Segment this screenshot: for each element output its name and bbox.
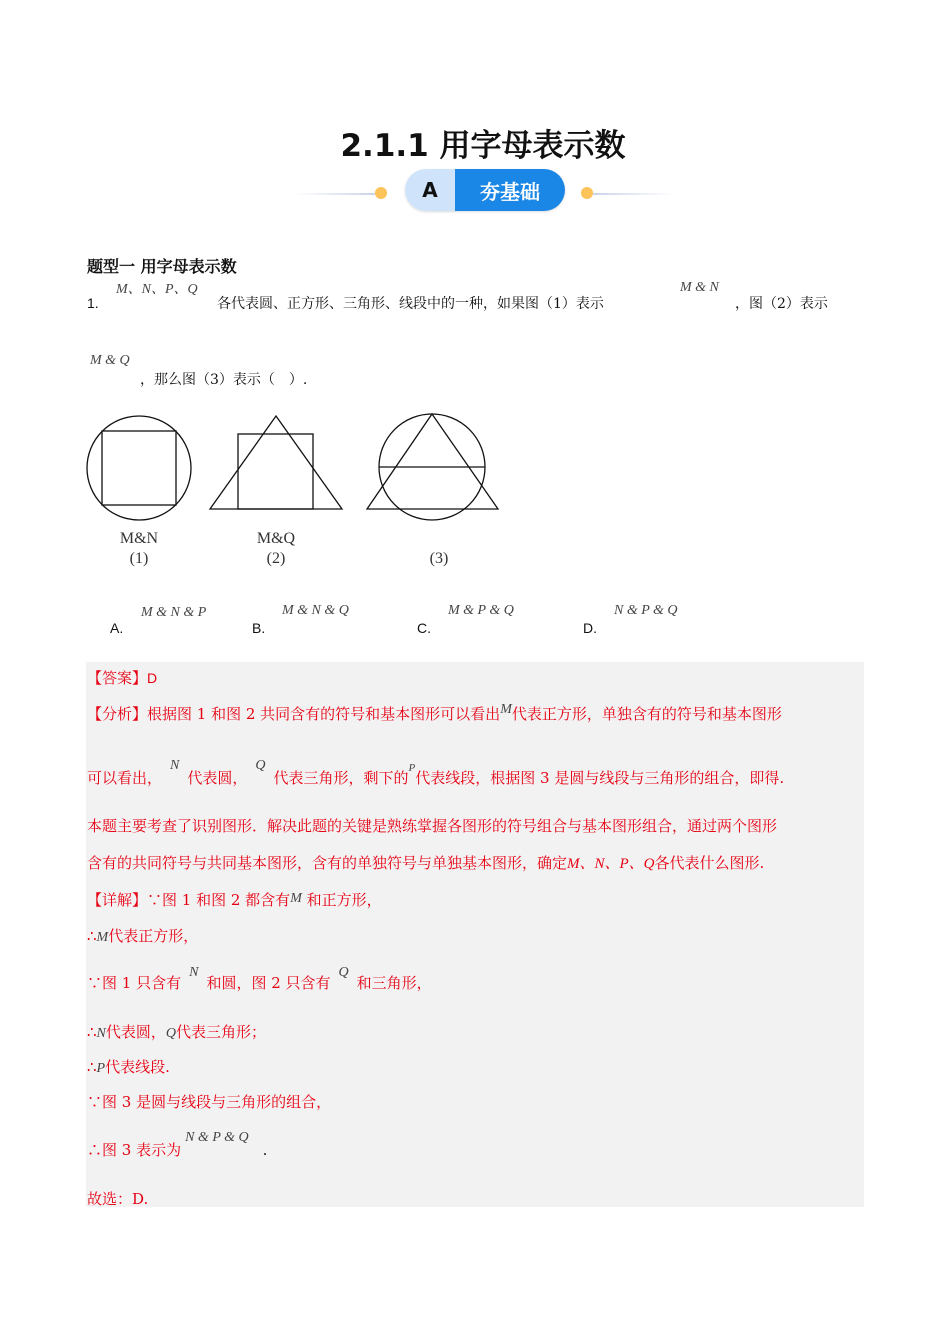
option-a-expr[interactable]: M & N & P bbox=[141, 605, 207, 620]
detail-text: 代表三角形； bbox=[176, 1023, 267, 1041]
divider-left bbox=[295, 193, 375, 195]
option-c-key[interactable]: C. bbox=[417, 620, 431, 636]
period: . bbox=[262, 1141, 268, 1159]
question-text-3: ，那么图（3）表示（ ）. bbox=[140, 372, 308, 388]
detail-text: 代表正方形， bbox=[108, 927, 199, 945]
level-badge bbox=[405, 169, 565, 211]
figure-1 bbox=[87, 416, 191, 520]
detail-text: 和正方形， bbox=[306, 891, 382, 909]
analysis-line-2 bbox=[87, 758, 785, 788]
therefore-symbol: ∴ bbox=[87, 1023, 97, 1041]
answer-line bbox=[87, 667, 157, 688]
dot-left bbox=[375, 187, 387, 199]
var-q: Q bbox=[255, 758, 266, 773]
var-m: M bbox=[290, 891, 302, 906]
option-d-expr[interactable]: N & P & Q bbox=[614, 603, 678, 618]
detail-line-6: ∵图 3 是圆与线段与三角形的组合， bbox=[87, 1093, 332, 1111]
analysis-line-1 bbox=[87, 703, 782, 724]
var-m: M bbox=[500, 702, 512, 717]
var-n: N bbox=[96, 1026, 106, 1041]
analysis-text: 含有的共同符号与共同基本图形，含有的单独符号与单独基本图形，确定 bbox=[87, 854, 568, 872]
figure-2 bbox=[210, 416, 342, 509]
var-n: N bbox=[189, 965, 199, 980]
detail-text: ∵图 1 只含有 bbox=[87, 974, 182, 992]
figures bbox=[80, 405, 510, 530]
detail-line-1 bbox=[87, 889, 382, 910]
detail-text: 和圆，图 2 只含有 bbox=[206, 974, 331, 992]
var-p: P bbox=[408, 762, 416, 774]
figure-3-number: (3) bbox=[429, 550, 449, 567]
fig2-expression: M & Q bbox=[90, 353, 130, 368]
analysis-text: 根据图 1 和图 2 共同含有的符号和基本图形可以看出 bbox=[147, 705, 501, 723]
therefore-symbol: ∴ bbox=[87, 1058, 97, 1076]
analysis-text: 各代表什么图形. bbox=[654, 854, 765, 872]
detail-text: 代表线段. bbox=[105, 1058, 170, 1076]
option-b-expr[interactable]: M & N & Q bbox=[282, 603, 349, 618]
var-m: M bbox=[96, 930, 109, 945]
detail-text: ∵图 1 和图 2 都含有 bbox=[147, 891, 291, 909]
analysis-text: 代表三角形，剩下的 bbox=[273, 769, 409, 787]
var-p: P bbox=[96, 1061, 106, 1076]
detail-line-4 bbox=[87, 1021, 266, 1042]
analysis-label: 【分析】 bbox=[87, 705, 148, 723]
therefore-symbol: ∴ bbox=[87, 927, 97, 945]
option-c-expr[interactable]: M & P & Q bbox=[448, 603, 514, 618]
badge-letter: A bbox=[405, 169, 455, 211]
question-text-1: 各代表圆、正方形、三角形、线段中的一种，如果图（1）表示 bbox=[217, 296, 604, 312]
detail-line-3 bbox=[87, 965, 432, 993]
question-text-2: ，图（2）表示 bbox=[735, 296, 828, 312]
analysis-line-3: 本题主要考查了识别图形．解决此题的关键是熟练掌握各图形的符号组合与基本图形组合，通过两个图形 bbox=[87, 817, 778, 835]
detail-text: 代表圆， bbox=[105, 1023, 166, 1041]
divider-right bbox=[593, 193, 673, 195]
var-q: Q bbox=[338, 965, 349, 980]
section-heading: 题型一 用字母表示数 bbox=[87, 257, 237, 276]
dot-right bbox=[581, 187, 593, 199]
analysis-text: 代表正方形，单独含有的符号和基本图形 bbox=[511, 705, 782, 723]
fig1-expression: M & N bbox=[680, 280, 719, 295]
vars-mnpq: M、N、P、Q bbox=[567, 856, 655, 872]
analysis-text: 可以看出， bbox=[87, 769, 163, 787]
option-a-key[interactable]: A. bbox=[110, 620, 124, 636]
final-choice: 故选：D. bbox=[87, 1190, 149, 1208]
result-expression: N & P & Q bbox=[185, 1130, 249, 1145]
question-vars: M、N、P、Q bbox=[116, 282, 198, 297]
badge-label: 夯基础 bbox=[455, 169, 565, 211]
page-title: 2.1.1 用字母表示数 bbox=[340, 128, 626, 164]
answer-value: D bbox=[147, 670, 158, 686]
detail-line-7 bbox=[87, 1130, 268, 1160]
detail-line-5 bbox=[87, 1056, 170, 1077]
var-q: Q bbox=[165, 1026, 177, 1041]
figure-1-label: M&N bbox=[119, 530, 159, 547]
detail-label: 【详解】 bbox=[87, 891, 148, 909]
figure-2-number: (2) bbox=[266, 550, 286, 567]
analysis-line-4 bbox=[87, 852, 764, 873]
detail-text: 和三角形， bbox=[356, 974, 432, 992]
option-d-key[interactable]: D. bbox=[583, 620, 597, 636]
detail-text: ∴图 3 表示为 bbox=[87, 1141, 182, 1159]
question-number: 1. bbox=[87, 295, 99, 311]
figure-2-label: M&Q bbox=[256, 530, 296, 547]
option-b-key[interactable]: B. bbox=[252, 620, 266, 636]
answer-label: 【答案】 bbox=[87, 669, 148, 687]
analysis-text: 代表圆， bbox=[187, 769, 248, 787]
figure-1-number: (1) bbox=[129, 550, 149, 567]
answer-box bbox=[86, 662, 864, 1207]
var-n: N bbox=[170, 758, 180, 773]
analysis-text: 代表线段，根据图 3 是圆与线段与三角形的组合，即得. bbox=[415, 769, 785, 787]
detail-line-2 bbox=[87, 925, 198, 946]
figure-3 bbox=[367, 414, 498, 520]
